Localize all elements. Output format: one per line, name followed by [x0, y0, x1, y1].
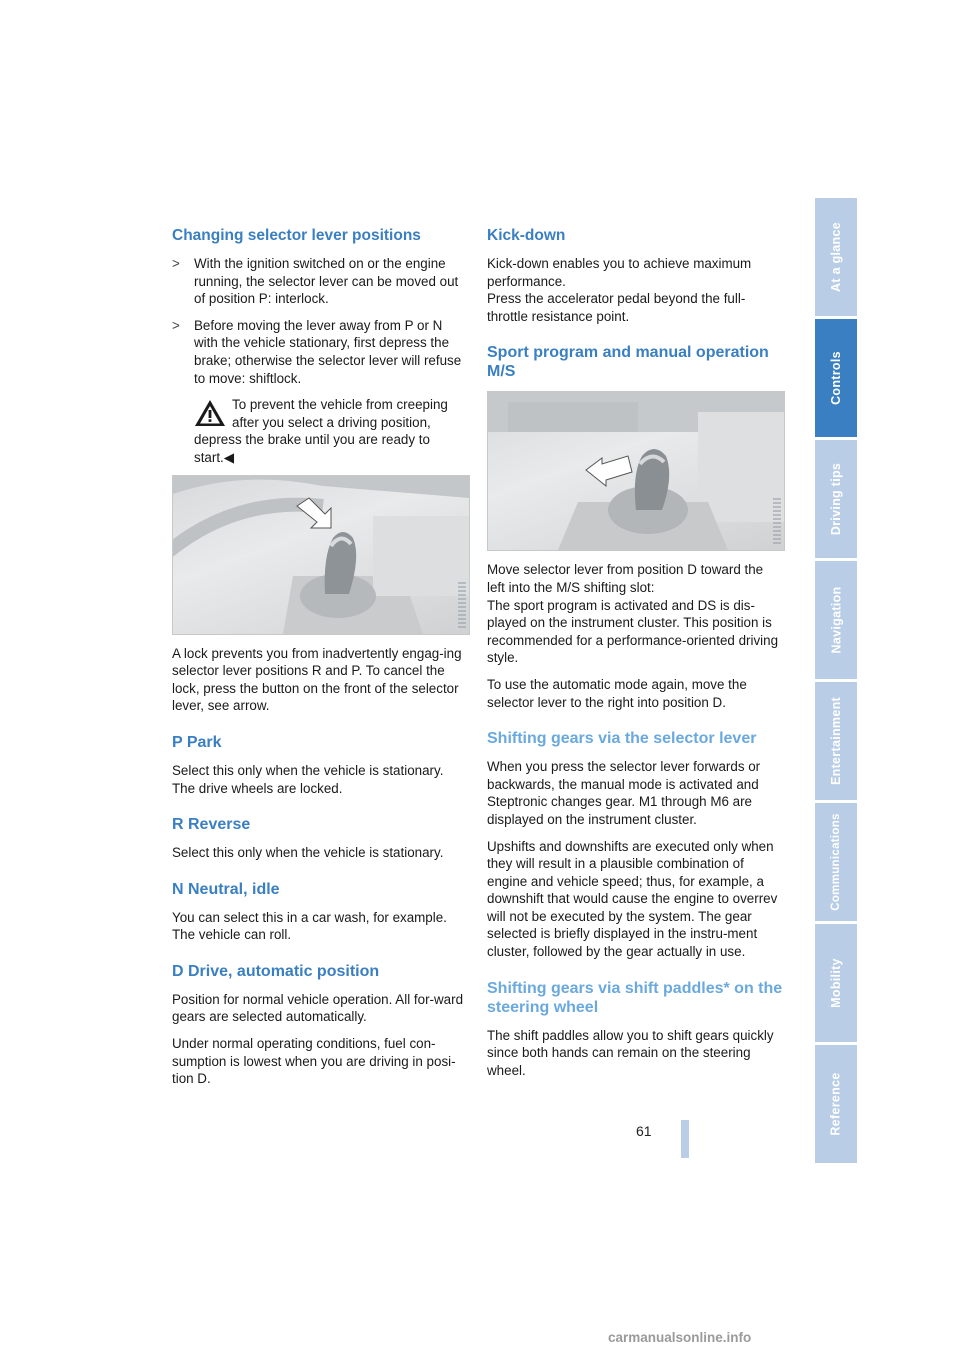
bullet-interlock-text: With the ignition switched on or the engine running, the selector lever can be moved out of position P: interlock. [194, 256, 459, 307]
drive-paragraph-2: Under normal operating conditions, fuel con-sumption is lowest when you are driving in posi-tion D. [172, 1036, 456, 1087]
bullet-shiftlock [172, 317, 468, 387]
neutral-paragraph: You can select this in a car wash, for example. The vehicle can roll. [172, 909, 447, 943]
bullet-shiftlock-text: Before moving the lever away from P or N with the vehicle stationary, first depress the brake; otherwise the selector lever will refuse to move: shiftlock. [194, 317, 462, 386]
selector-lever-lock-photo [172, 475, 470, 635]
heading-shift-paddles: Shifting gears via shift paddles* on the steering wheel [487, 979, 783, 1016]
reverse-paragraph: Select this only when the vehicle is stationary. [172, 845, 444, 861]
paddles-paragraph: The shift paddles allow you to shift gears quickly since both hands can remain on the steering wheel. [487, 1027, 774, 1078]
tab-communications[interactable]: Communications [815, 803, 857, 921]
kickdown-paragraph-1: Kick-down enables you to achieve maximum performance. [487, 256, 752, 289]
heading-kickdown: Kick-down [487, 227, 566, 244]
heading-sport-program: Sport program and manual operation M/S [487, 344, 769, 381]
chapter-tabs [815, 198, 857, 1166]
lever-paragraph-2: Upshifts and downshifts are executed only when they will result in a plausible combination of engine and vehicle speed; thus, for example, a downshift that would cause the engine to overrev will not be executed by the system. The gear selected is briefly displayed in the instru-ment cluster, followed by the gear actually in use. [487, 838, 778, 960]
tab-reference[interactable]: Reference [815, 1045, 857, 1163]
bullet-interlock [172, 255, 468, 308]
sport-paragraph-3: To use the automatic mode again, move the selector lever to the right into position D. [487, 676, 747, 710]
warning-text: To prevent the vehicle from creeping after you select a driving position, depress the brake until you are ready to start. [194, 397, 448, 465]
lock-paragraph: A lock prevents you from inadvertently engag-ing selector lever positions R and P. To cancel the lock, press the button on the front of the selector lever, see arrow. [172, 645, 462, 714]
right-column [487, 226, 783, 1088]
photo-code [773, 498, 781, 544]
warning-triangle-icon [194, 398, 226, 428]
sport-mode-photo [487, 391, 785, 551]
heading-drive: D Drive, automatic position [172, 962, 380, 980]
bullet-marker: > [172, 317, 180, 333]
lever-paragraph-1: When you press the selector lever forwards or backwards, the manual mode is activated and Steptronic changes gear. M1 through M6 are displayed on the instrument cluster. [487, 759, 761, 827]
tab-controls[interactable]: Controls [815, 319, 857, 437]
park-paragraph: Select this only when the vehicle is stationary. The drive wheels are locked. [172, 762, 444, 796]
kickdown-paragraph-2: Press the accelerator pedal beyond the full-throttle resistance point. [487, 291, 746, 324]
page-number: 61 [636, 1123, 652, 1139]
tab-entertainment[interactable]: Entertainment [815, 682, 857, 800]
page-number-bar [681, 1120, 689, 1158]
bullet-marker: > [172, 256, 180, 271]
photo-code [458, 582, 466, 628]
tab-driving-tips[interactable]: Driving tips [815, 440, 857, 558]
end-marker-icon: ◀ [223, 449, 235, 465]
drive-paragraph-1: Position for normal vehicle operation. All for-ward gears are selected automatically. [172, 991, 464, 1025]
tab-at-a-glance[interactable]: At a glance [815, 198, 857, 316]
heading-park: P Park [172, 733, 222, 751]
footer-watermark[interactable]: carmanualsonline.info [608, 1330, 752, 1345]
heading-reverse: R Reverse [172, 816, 251, 834]
heading-changing-selector: Changing selector lever positions [172, 227, 421, 244]
sport-paragraph-1: Move selector lever from position D toward the left into the M/S shifting slot: [487, 562, 764, 595]
tab-mobility[interactable]: Mobility [815, 924, 857, 1042]
heading-shift-lever: Shifting gears via the selector lever [487, 730, 757, 748]
warning-note [194, 396, 468, 466]
left-column [172, 226, 468, 1097]
tab-navigation[interactable]: Navigation [815, 561, 857, 679]
sport-paragraph-2: The sport program is activated and DS is dis-played on the instrument cluster. This position is recommended for a performance-oriented driving style. [487, 597, 779, 666]
heading-neutral: N Neutral, idle [172, 880, 280, 898]
